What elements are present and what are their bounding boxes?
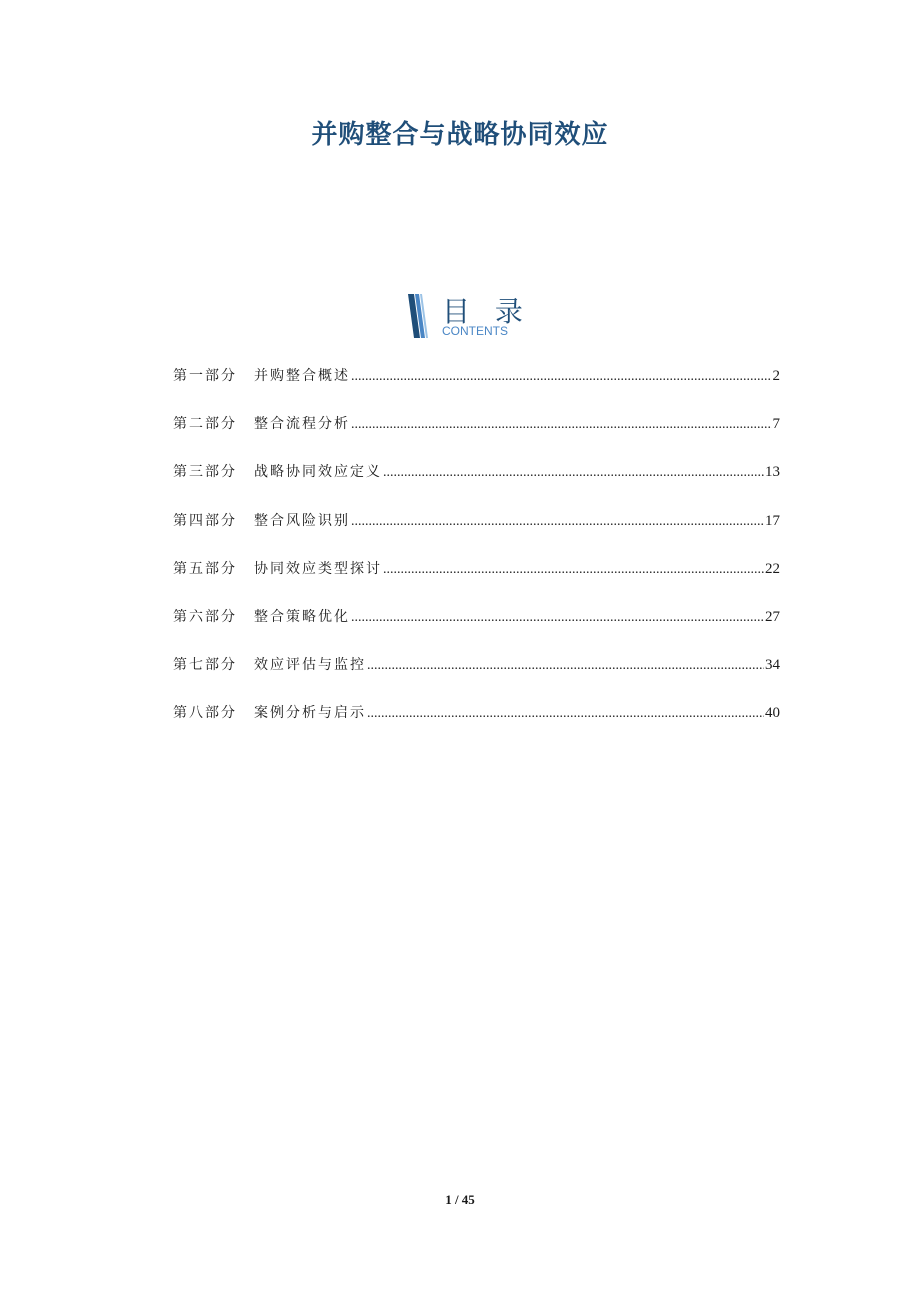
toc-entry-page: 13 <box>765 464 780 481</box>
toc-entry-part: 第六部分 <box>173 608 237 625</box>
toc-entry-part: 第二部分 <box>173 416 237 433</box>
toc-entry-2[interactable] <box>173 412 780 460</box>
toc-entry-part: 第三部分 <box>173 464 237 481</box>
toc-entry-part: 第七部分 <box>173 657 237 674</box>
toc-entry-name: 并购整合概述 <box>254 368 350 384</box>
book-stripe-icon <box>406 294 430 338</box>
toc-entry-page: 22 <box>765 560 780 577</box>
toc-leader-dots <box>383 461 764 485</box>
toc-entry-name: 整合策略优化 <box>254 608 350 625</box>
toc-entry-page: 2 <box>772 368 780 384</box>
toc-leader-dots <box>367 702 764 726</box>
toc-heading-subtitle: CONTENTS <box>442 324 508 338</box>
toc-entry-7[interactable] <box>173 653 780 701</box>
toc-entry-6[interactable] <box>173 605 780 653</box>
toc-entry-page: 17 <box>765 512 780 529</box>
toc-heading <box>406 292 531 342</box>
toc-leader-dots <box>351 365 772 389</box>
toc-entry-part: 第四部分 <box>173 512 237 529</box>
toc-leader-dots <box>367 654 764 678</box>
toc-leader-dots <box>383 558 764 582</box>
toc-entry-page: 7 <box>772 416 780 433</box>
toc-entry-name: 效应评估与监控 <box>254 657 366 674</box>
toc-entry-1[interactable] <box>173 364 780 412</box>
toc-entry-part: 第五部分 <box>173 560 237 577</box>
toc-entry-4[interactable] <box>173 509 780 557</box>
page-indicator: 1 / 45 <box>445 1192 475 1207</box>
toc-leader-dots <box>351 413 772 437</box>
toc-entry-name: 案例分析与启示 <box>254 705 366 722</box>
toc-leader-dots <box>351 510 764 534</box>
toc-heading-title: 目 录 <box>442 295 531 328</box>
document-title: 并购整合与战略协同效应 <box>311 120 609 150</box>
toc-entry-3[interactable] <box>173 460 780 508</box>
toc-entry-part: 第一部分 <box>173 368 237 384</box>
toc-entry-part: 第八部分 <box>173 705 237 722</box>
toc-entry-8[interactable] <box>173 701 780 749</box>
toc-entry-page: 40 <box>765 705 780 722</box>
toc-entry-name: 协同效应类型探讨 <box>254 560 382 577</box>
toc-leader-dots <box>351 606 764 630</box>
toc-entry-name: 战略协同效应定义 <box>254 464 382 481</box>
toc-entry-name: 整合流程分析 <box>254 416 350 433</box>
toc-entry-name: 整合风险识别 <box>254 512 350 529</box>
toc-entry-page: 27 <box>765 608 780 625</box>
toc-entry-page: 34 <box>765 657 780 674</box>
toc-entry-5[interactable] <box>173 557 780 605</box>
toc-list <box>173 364 780 750</box>
